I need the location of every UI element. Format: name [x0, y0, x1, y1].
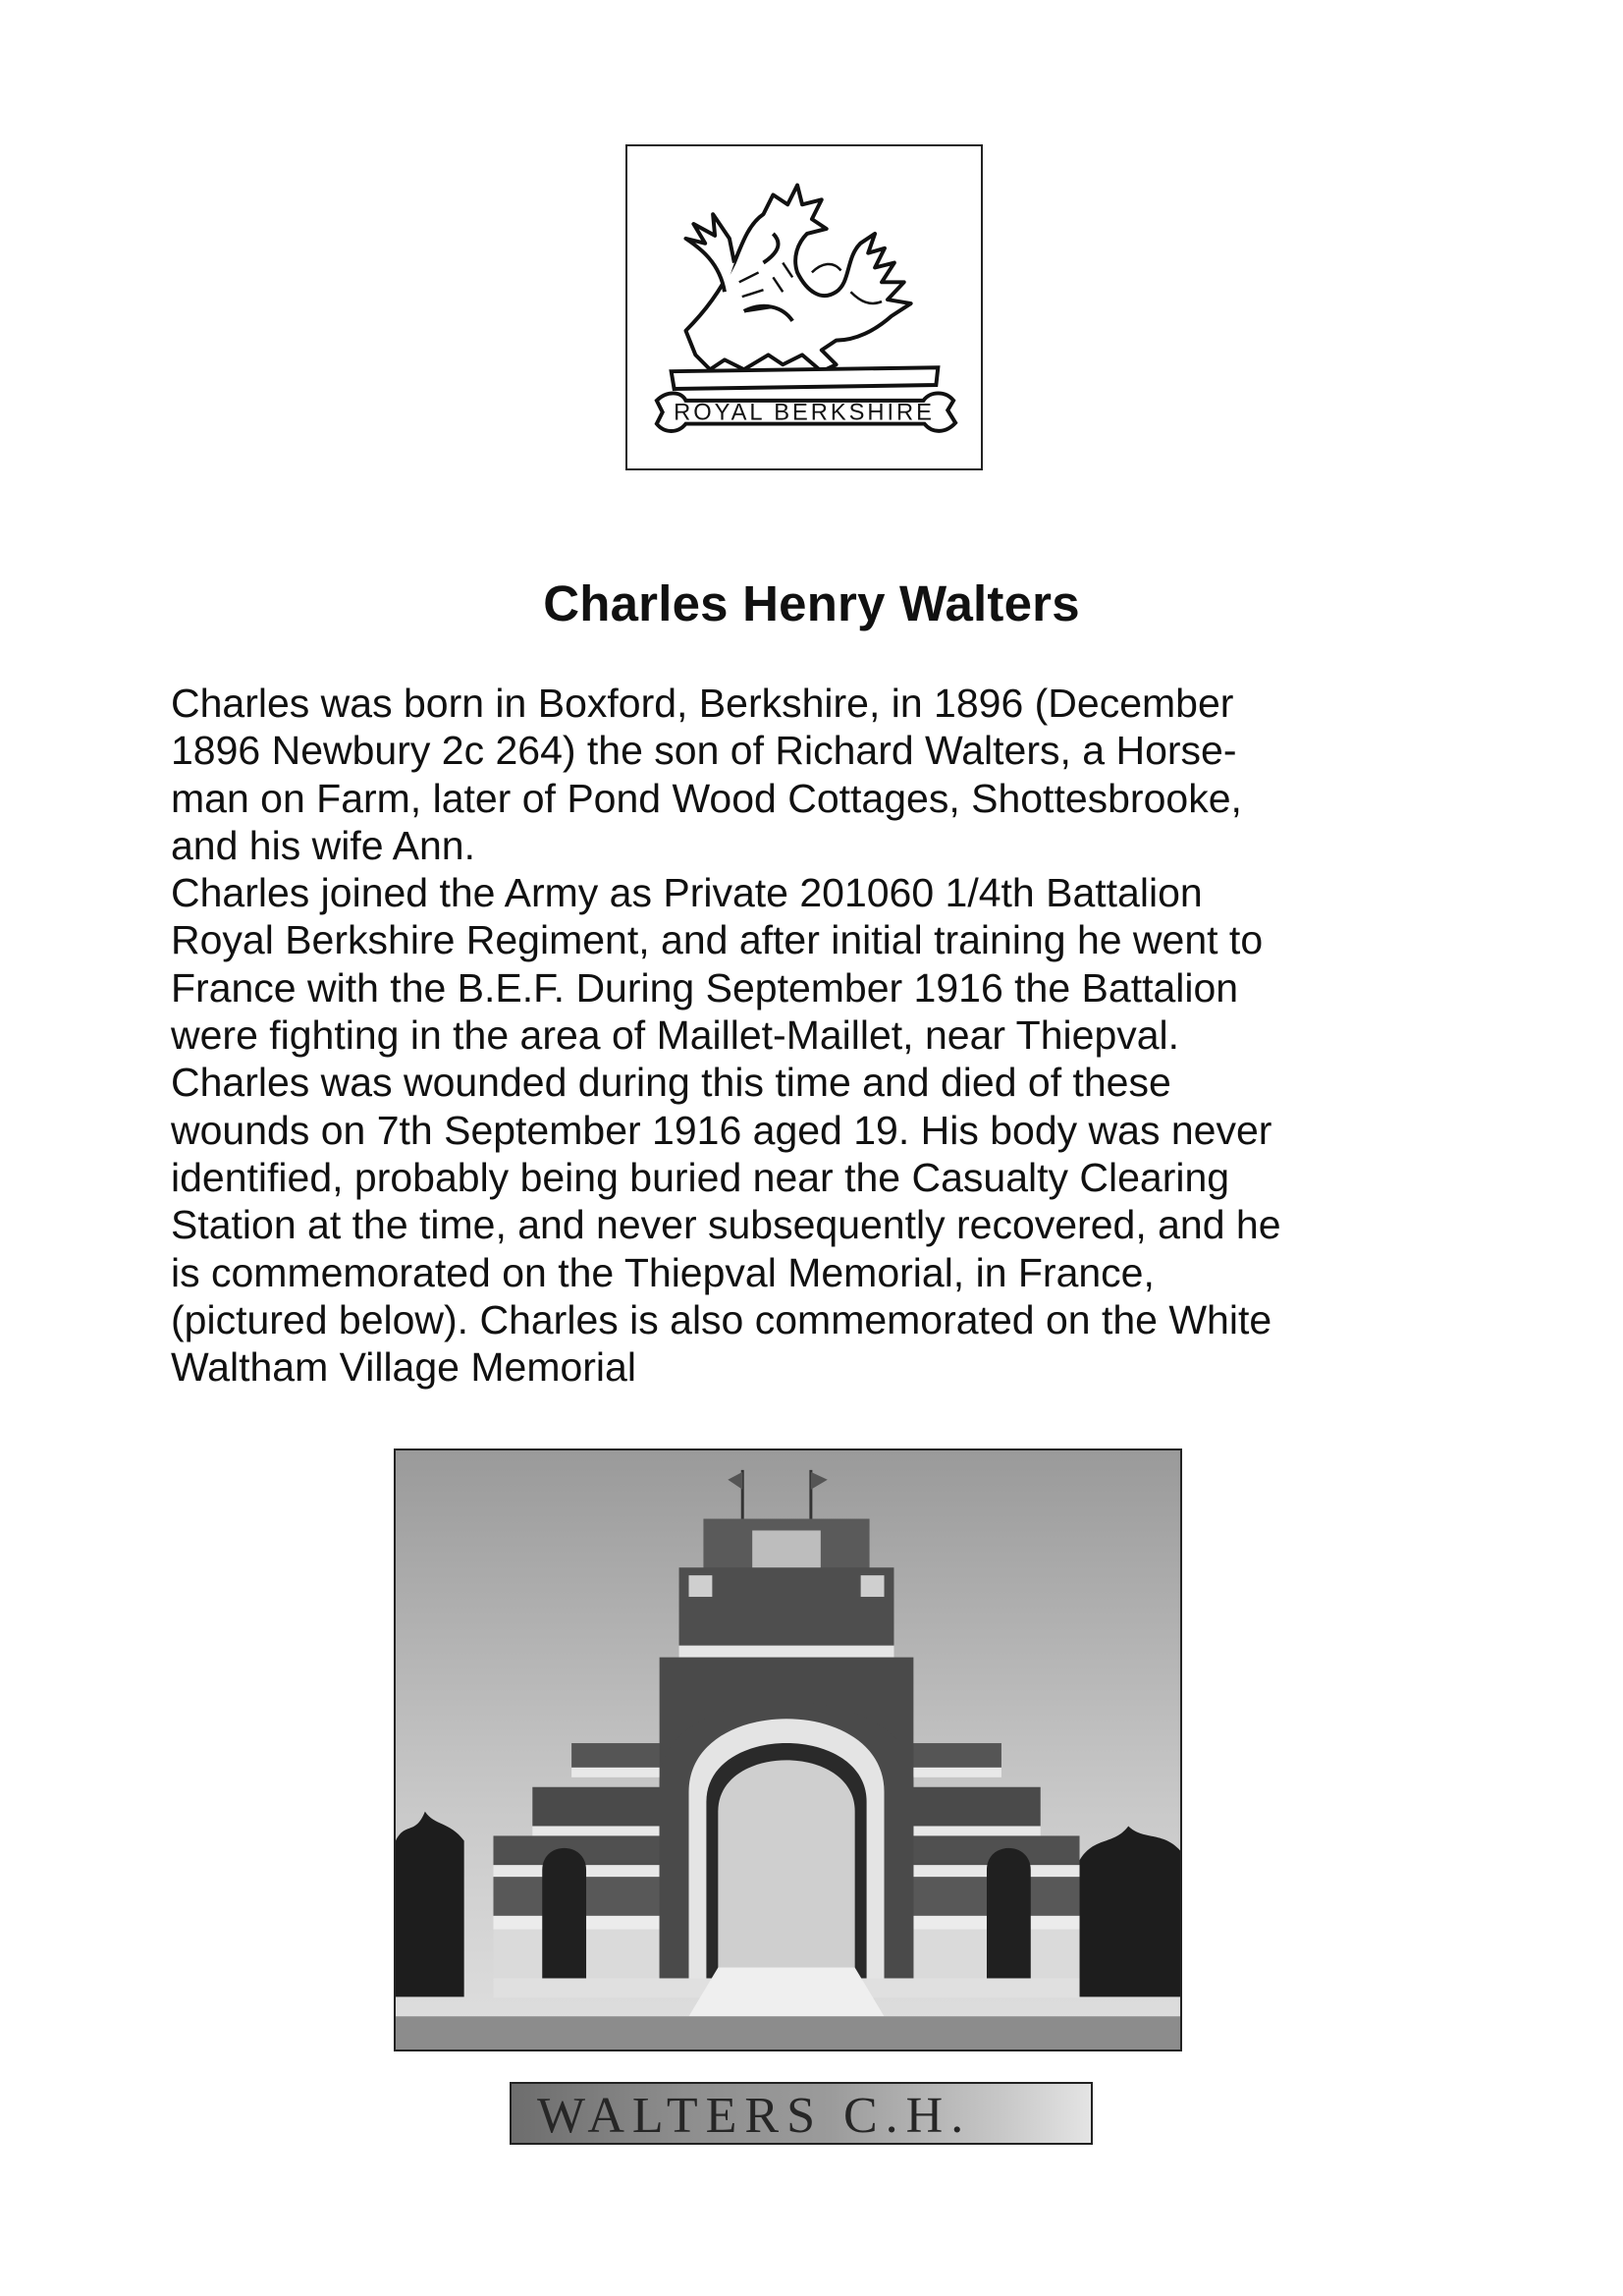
regimental-badge	[625, 144, 983, 470]
text-line: Waltham Village Memorial	[171, 1344, 636, 1391]
memorial-photo	[394, 1449, 1182, 2051]
page-title: Charles Henry Walters	[543, 575, 1080, 631]
text-line: (pictured below). Charles is also commemorated on the White	[171, 1296, 1272, 1342]
text-line: identified, probably being buried near the Casualty Clearing	[171, 1154, 1230, 1200]
text-line: Station at the time, and never subsequently recovered, and he	[171, 1202, 1281, 1248]
text-line: France with the B.E.F. During September 1916 the Battalion	[171, 964, 1239, 1011]
dragon-badge-icon	[627, 146, 981, 468]
name-inscription-text: WALTERS C.H.	[537, 2088, 972, 2144]
text-line: wounds on 7th September 1916 aged 19. His body was never	[171, 1107, 1272, 1153]
text-line: Charles was born in Boxford, Berkshire, in 1896 (December	[171, 681, 1234, 726]
biography-text	[171, 680, 1388, 1391]
memorial-photo-image	[396, 1450, 1180, 2050]
text-line: Royal Berkshire Regiment, and after initial training he went to	[171, 917, 1264, 963]
badge-scroll-text: ROYAL BERKSHIRE	[674, 400, 935, 426]
text-line: Charles was wounded during this time and died of these	[171, 1060, 1171, 1106]
name-inscription	[510, 2082, 1093, 2145]
text-line: were fighting in the area of Maillet-Maillet, near Thiepval.	[171, 1012, 1180, 1059]
text-line: Charles joined the Army as Private 201060 1/4th Battalion	[171, 870, 1203, 916]
text-line: man on Farm, later of Pond Wood Cottages, Shottesbrooke,	[171, 775, 1242, 821]
text-line: and his wife Ann.	[171, 822, 475, 868]
text-line: 1896 Newbury 2c 264) the son of Richard Walters, a Horse-	[171, 728, 1237, 774]
text-line: is commemorated on the Thiepval Memorial, in France,	[171, 1249, 1155, 1295]
